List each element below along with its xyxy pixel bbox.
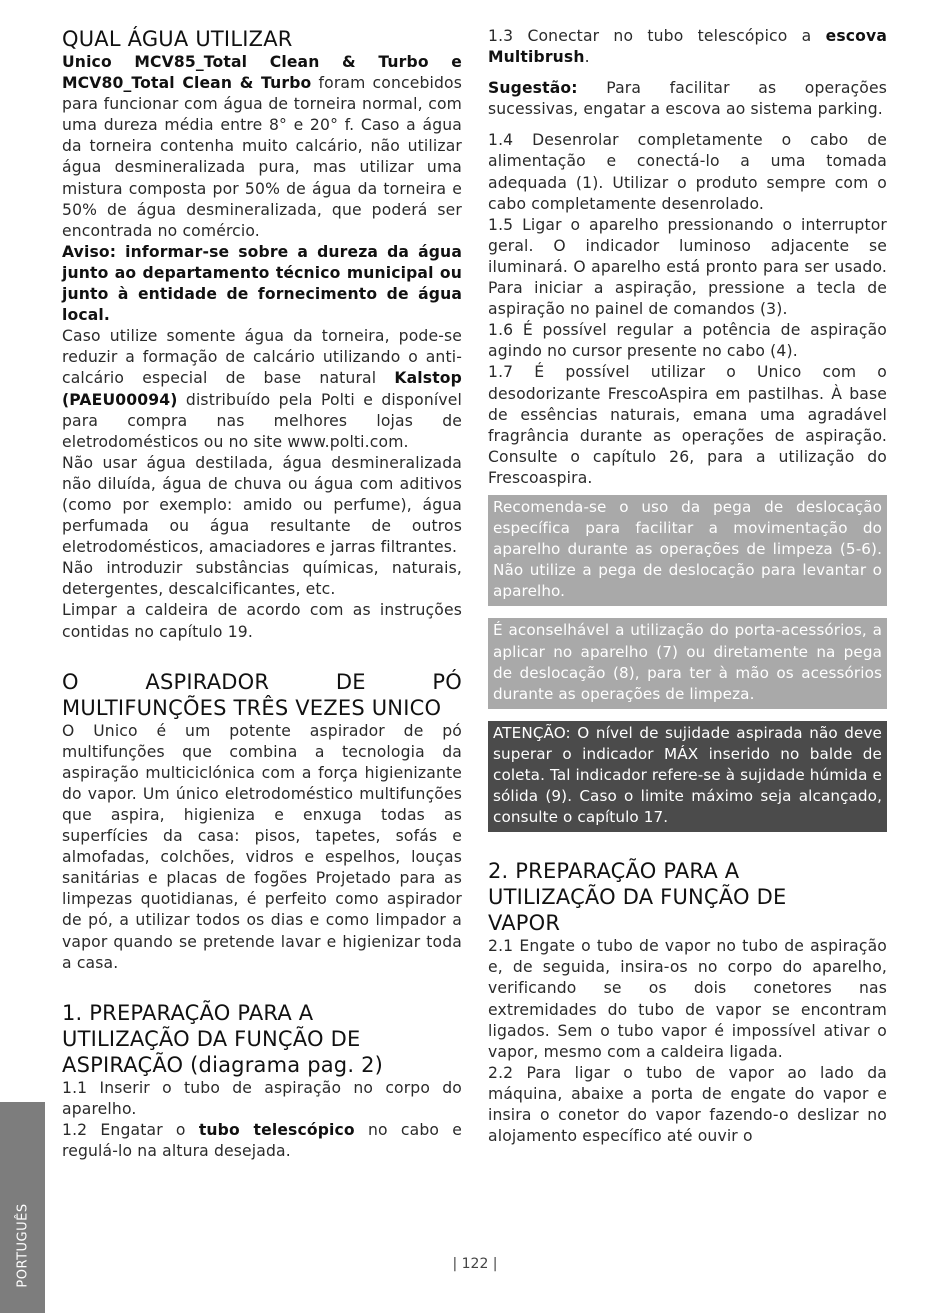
tip-label: Sugestão:	[488, 79, 578, 98]
kalstop-product: Kalstop (PAEU00094)	[62, 369, 462, 409]
step-text: .	[584, 48, 590, 67]
attention-box: ATENÇÃO: O nível de sujidade aspirada não deve superar o indicador MÁX inserido no balde de coleta. Tal indicador refere-se à sujidade húmida e sólida (9). Caso o limite máximo seja alcançado, consulte o capítulo 17.	[488, 721, 887, 832]
step-bold-term: tubo telescópico	[198, 1120, 355, 1139]
title-line: VAPOR	[488, 911, 561, 936]
language-label: PORTUGUÊS	[15, 1203, 30, 1288]
step-text: 1.3 Conectar no tubo telescópico a	[488, 27, 826, 45]
model-names: Unico MCV85_Total Clean & Turbo e MCV80_Total Clean & Turbo	[62, 53, 462, 93]
title-line: ASPIRAÇÃO (diagrama pag. 2)	[62, 1052, 384, 1077]
step-text: no cabo e regulá-lo na altura desejada.	[62, 1120, 462, 1161]
kalstop-text-a: Caso utilize somente água da torneira, pode-se reduzir a formação de calcário utilizando o anti-calcário especial de base natural	[62, 327, 462, 388]
section-title-vacuum	[62, 669, 462, 721]
title-line: 1. PREPARAÇÃO PARA A	[62, 1000, 314, 1025]
language-side-tab	[0, 1102, 45, 1313]
note-box-handle: Recomenda-se o uso da pega de deslocação específica para facilitar a movimentação do aparelho durante as operações de limpeza (5-6). Não utilize a pega de deslocação para levantar o aparelho.	[488, 495, 887, 606]
step-1-7: 1.7 É possível utilizar o Unico com o desodorizante FrescoAspira em pastilhas. À base de essências naturais, emana uma agradável fragrância durante as operações de aspiração. Consulte o capítulo 26, para a utilização do Frescoaspira.	[488, 363, 887, 487]
note-box-accessory-holder: É aconselhável a utilização do porta-acessórios, a aplicar no aparelho (7) ou diretamente na pega de deslocação (8), para ter à mão os acessórios durante as operações de limpeza.	[488, 618, 887, 708]
paragraph-unico-description: O Unico é um potente aspirador de pó multifunções que combina a tecnologia da aspiração multiciclónica com a força higienizante do vapor. Um único eletrodoméstico multifunções que aspira, higieniza e enxuga todas as superfícies da casa: pisos, tapetes, sofás e almofadas, colchões, vidros e espelhos, louças sanitárias e placas de fogões Projetado para as limpezas quotidianas, é perfeito como aspirador de pó, a utilizar todos os dias e como limpador a vapor quando se pretende lavar e higienizar toda a casa.	[62, 721, 462, 972]
title-line: 2. PREPARAÇÃO PARA A	[488, 859, 740, 884]
title-line: MULTIFUNÇÕES TRÊS VEZES UNICO	[62, 695, 442, 720]
page-number: | 122 |	[452, 1256, 498, 1272]
paragraph-no-distilled: Não usar água destilada, água desmineralizada não diluída, água de chuva ou água com aditivos (como por exemplo: amido ou perfume), água perfumada ou água resultante de outros eletrodomésticos, amaciadores e jarras filtrantes.	[62, 453, 462, 557]
paragraph-water-intro	[62, 52, 462, 242]
step-2-2: 2.2 Para ligar o tubo de vapor ao lado da máquina, abaixe a porta de engate do vapor e insira o conetor do vapor fazendo-o deslizar no alojamento específico até ouvir o	[488, 1063, 887, 1146]
title-line: UTILIZAÇÃO DA FUNÇÃO DE	[62, 1026, 361, 1051]
step-text: 1.2 Engatar o	[62, 1120, 199, 1139]
step-1-2	[62, 1120, 462, 1162]
title-line: O ASPIRADOR DE PÓ	[62, 669, 462, 694]
section-title-water: QUAL ÁGUA UTILIZAR	[62, 27, 293, 51]
step-1-5: 1.5 Ligar o aparelho pressionando o interruptor geral. O indicador luminoso adjacente se iluminará. O aparelho está pronto para ser usado. Para iniciar a aspiração, pressione a tecla de aspiração no painel de comandos (3).	[488, 215, 887, 319]
step-1-6: 1.6 É possível regular a potência de aspiração agindo no cursor presente no cabo (4).	[488, 321, 887, 361]
paragraph-boiler: Limpar a caldeira de acordo com as instruções contidas no capítulo 19.	[62, 601, 462, 641]
right-column	[488, 26, 887, 1147]
left-column	[62, 26, 462, 1162]
warning-paragraph	[62, 242, 462, 326]
section-title-prep-aspiration	[62, 1000, 462, 1078]
step-2-1: 2.1 Engate o tubo de vapor no tubo de aspiração e, de seguida, insira-os no corpo do aparelho, verificando se os dois conetores nas extremidades do tubo de vapor se encontram ligados. Sem o tubo vapor é impossível ativar o vapor, mesmo com a caldeira ligada.	[488, 937, 887, 1061]
kalstop-text-b: distribuído pela Polti e disponível para compra nas melhores lojas de eletrodomésticos ou no site www.polti.com.	[62, 390, 462, 451]
title-line: UTILIZAÇÃO DA FUNÇÃO DE	[488, 885, 787, 910]
tip-text: Para facilitar as operações sucessivas, engatar a escova ao sistema parking.	[488, 79, 887, 119]
step-1-1: 1.1 Inserir o tubo de aspiração no corpo do aparelho.	[62, 1078, 462, 1118]
step-bold-term: escova Multibrush	[488, 27, 887, 67]
tip-paragraph	[488, 78, 887, 120]
step-1-3	[488, 26, 887, 68]
warning-text: Aviso: informar-se sobre a dureza da água junto ao departamento técnico municipal ou junto à entidade de fornecimento de água local.	[62, 242, 462, 325]
step-1-4: 1.4 Desenrolar completamente o cabo de alimentação e conectá-lo a uma tomada adequada (1). Utilizar o produto sempre com o cabo completamente desenrolado.	[488, 131, 887, 213]
paragraph-no-chemicals: Não introduzir substâncias químicas, naturais, detergentes, descalcificantes, etc.	[62, 559, 462, 599]
water-intro-text: foram concebidos para funcionar com água de torneira normal, com uma dureza média entre 8° e 20° f. Caso a água da torneira contenha muito calcário, não utilizar água desmineralizada pura, mas utilizar uma mistura composta por 50% de água da torneira e 50% de água desmineralizada, que poderá ser encontrada no comércio.	[62, 74, 463, 240]
paragraph-kalstop	[62, 326, 462, 453]
section-title-prep-steam	[488, 858, 887, 936]
